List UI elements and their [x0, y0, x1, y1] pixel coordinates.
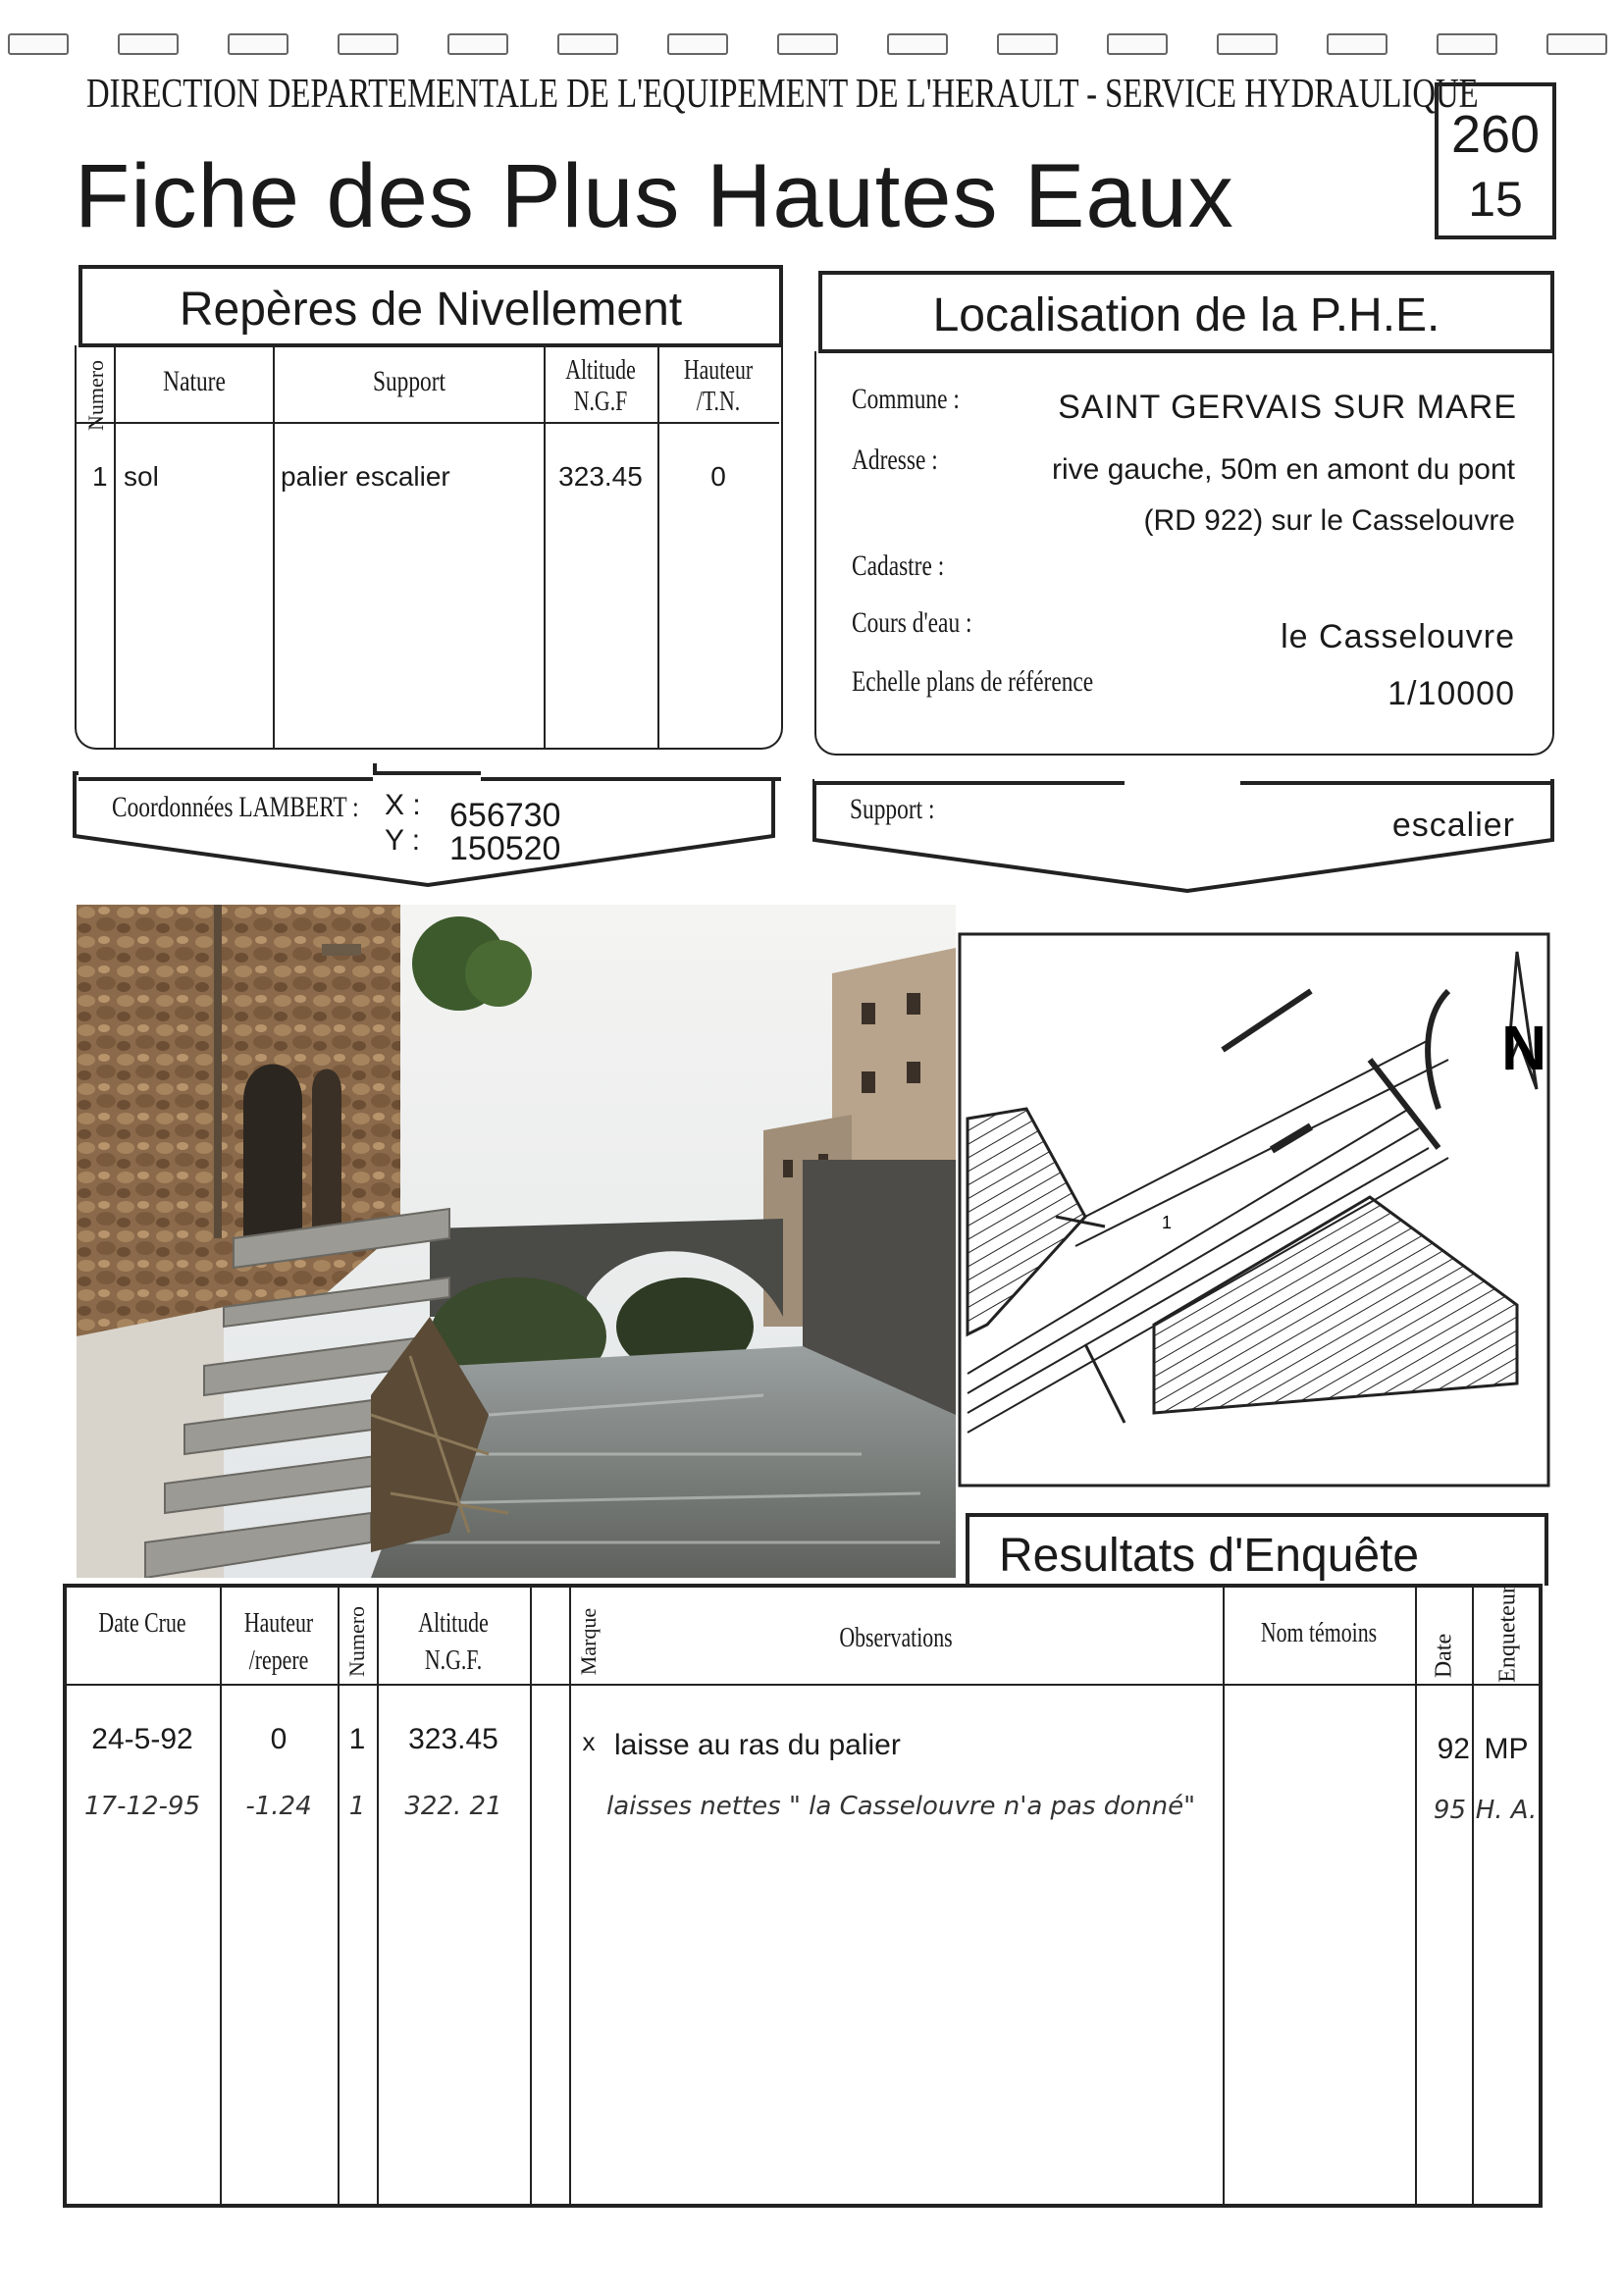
- col-hauteur: Hauteur /T.N.: [683, 355, 754, 417]
- row-altitude: 322. 21: [404, 1792, 502, 1821]
- repere-nature: sol: [124, 461, 159, 492]
- localisation-title-box: [818, 271, 1554, 353]
- row-observations: laisse au ras du palier: [614, 1729, 901, 1761]
- cours-eau-label: Cours d'eau :: [852, 606, 972, 639]
- cours-eau-value: le Casselouvre: [1281, 618, 1515, 655]
- localisation-title: Localisation de la P.H.E.: [932, 289, 1440, 341]
- north-arrow-label: N: [1501, 1013, 1547, 1083]
- site-photo: [77, 905, 956, 1578]
- row-hauteur: 0: [270, 1723, 288, 1755]
- col-marque: Marque: [576, 1607, 601, 1676]
- lambert-y-value: 150520: [449, 830, 561, 867]
- row-observations: laisses nettes " la Casselouvre n'a pas donné": [606, 1792, 1196, 1821]
- location-map: [958, 932, 1550, 1487]
- col-hauteur-repere: Hauteur /repere: [243, 1608, 314, 1676]
- support-value: escalier: [1391, 807, 1515, 844]
- department-header: DIRECTION DEPARTEMENTALE DE L'EQUIPEMENT DE L'HERAULT - SERVICE HYDRAULIQUE: [86, 72, 1479, 117]
- col-altitude-ngf: Altitude N.G.F.: [418, 1608, 489, 1676]
- row-altitude: 323.45: [408, 1723, 498, 1755]
- lambert-x-label: X :: [385, 789, 421, 821]
- reperes-title-box: [79, 265, 783, 347]
- echelle-label: Echelle plans de référence: [852, 665, 1094, 698]
- reference-number: 260: [1450, 105, 1541, 164]
- col-date: Date: [1431, 1633, 1457, 1679]
- row-marque: x: [582, 1727, 596, 1756]
- reperes-title: Repères de Nivellement: [179, 284, 683, 336]
- row-enqueteur: MP: [1484, 1733, 1529, 1765]
- lambert-label: Coordonnées LAMBERT :: [112, 791, 359, 823]
- repere-support: palier escalier: [281, 461, 450, 492]
- row-date-crue: 24-5-92: [91, 1723, 193, 1755]
- col-numero: Numero: [83, 359, 108, 432]
- repere-hauteur: 0: [710, 461, 726, 492]
- commune-value: SAINT GERVAIS SUR MARE: [1058, 389, 1517, 426]
- row-numero: 1: [348, 1723, 366, 1755]
- adresse-line1: rive gauche, 50m en amont du pont: [1052, 453, 1515, 486]
- reference-subnumber: 15: [1468, 172, 1523, 227]
- col-nom-temoins: Nom témoins: [1260, 1618, 1378, 1648]
- resultats-title-box: [966, 1513, 1548, 1586]
- resultats-title: Resultats d'Enquête: [999, 1530, 1420, 1582]
- row-numero: 1: [348, 1792, 366, 1821]
- col-support: Support: [372, 365, 446, 397]
- row-date-crue: 17-12-95: [83, 1792, 200, 1821]
- row-enqueteur: H. A.: [1475, 1796, 1538, 1825]
- lambert-x-value: 656730: [449, 797, 561, 834]
- echelle-value: 1/10000: [1387, 675, 1515, 712]
- col-nature: Nature: [163, 365, 226, 397]
- support-label: Support :: [850, 793, 935, 825]
- lambert-y-label: Y :: [385, 824, 421, 857]
- col-enqueteur: Enqueteur: [1494, 1586, 1521, 1683]
- col-date-crue: Date Crue: [98, 1608, 186, 1639]
- repere-altitude: 323.45: [558, 461, 643, 492]
- map-marker-label: 1: [1162, 1213, 1173, 1232]
- adresse-line2: (RD 922) sur le Casselouvre: [1143, 504, 1515, 537]
- col-numero: Numero: [344, 1605, 369, 1678]
- row-date: 92: [1437, 1733, 1470, 1765]
- col-altitude: Altitude N.G.F: [565, 355, 636, 417]
- adresse-label: Adresse :: [852, 444, 938, 476]
- reference-box: [1435, 82, 1556, 239]
- cadastre-label: Cadastre :: [852, 549, 945, 582]
- row-hauteur: -1.24: [245, 1792, 312, 1821]
- row-date: 95: [1433, 1796, 1466, 1825]
- repere-numero: 1: [92, 461, 108, 492]
- commune-label: Commune :: [852, 383, 960, 415]
- col-observations: Observations: [839, 1623, 953, 1653]
- page-title: Fiche des Plus Hautes Eaux: [75, 146, 1234, 246]
